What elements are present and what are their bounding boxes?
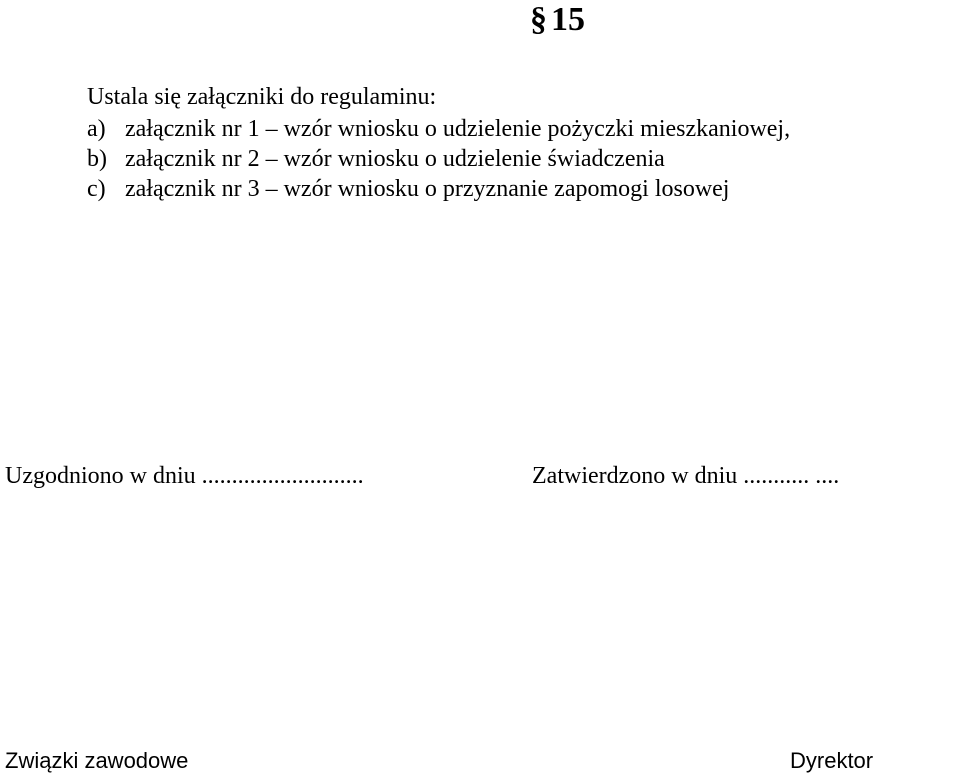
list-marker: b) (87, 146, 107, 172)
section-number: 15 (551, 1, 585, 38)
list-item-text: załącznik nr 1 – wzór wniosku o udzielenie pożyczki mieszkaniowej, (125, 116, 791, 142)
intro-text: Ustala się załączniki do regulaminu: (87, 84, 437, 110)
list-item (87, 174, 790, 204)
attachment-list (87, 114, 790, 204)
signature-director: Dyrektor (790, 748, 874, 773)
approved-date-line: Zatwierdzono w dniu ........... .... (532, 463, 840, 489)
list-item (87, 144, 790, 174)
list-marker: c) (87, 176, 106, 202)
agreed-date-line: Uzgodniono w dniu ........................... (5, 463, 364, 489)
list-item-text: załącznik nr 2 – wzór wniosku o udzielenie świadczenia (125, 146, 665, 172)
list-item-text: załącznik nr 3 – wzór wniosku o przyznanie zapomogi losowej (125, 176, 730, 202)
signature-trade-unions: Związki zawodowe (5, 748, 189, 773)
list-marker: a) (87, 116, 106, 142)
list-item (87, 114, 790, 144)
section-heading (530, 0, 585, 40)
section-symbol: § (530, 1, 547, 38)
